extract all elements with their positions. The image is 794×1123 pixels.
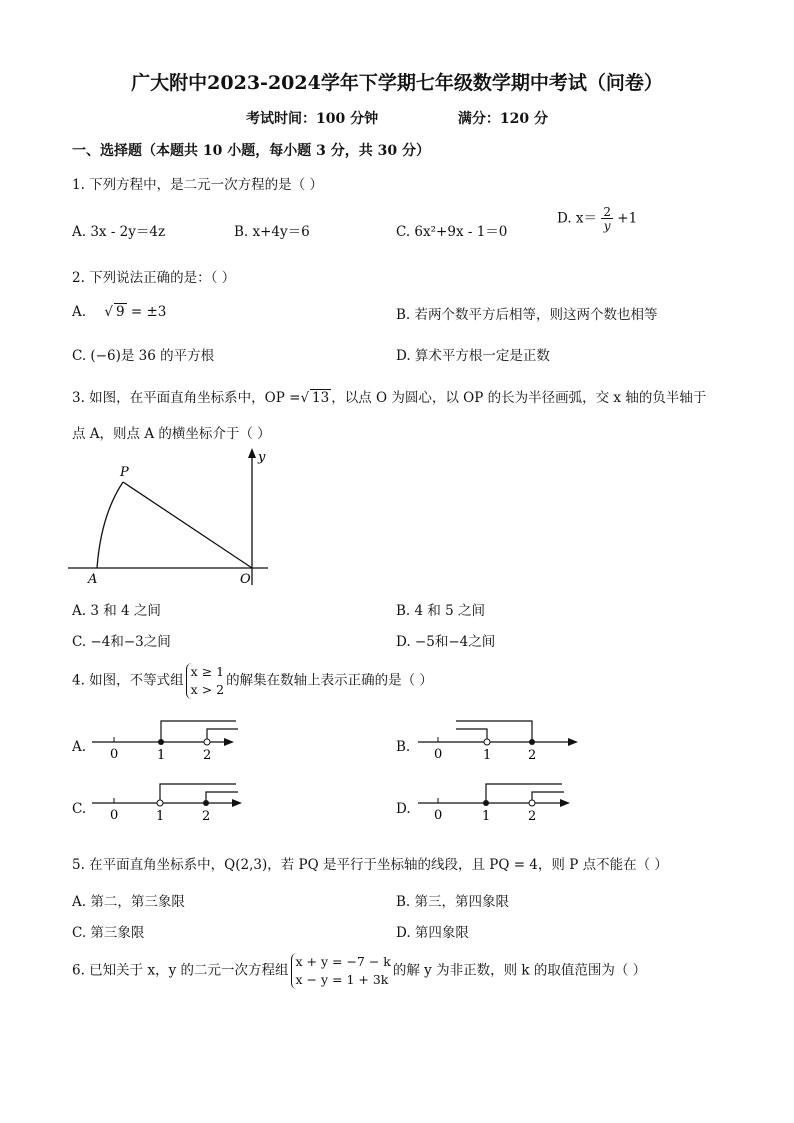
q4-label-b: B. <box>396 739 411 755</box>
q4-label-d: D. <box>396 801 411 817</box>
sqrt-symbol-icon: √ <box>300 390 310 406</box>
tick-0: 0 <box>434 808 443 823</box>
q2-option-d: D. 算术平方根一定是正数 <box>396 348 550 364</box>
q1-d-suffix: +1 <box>617 210 638 227</box>
label-y: y <box>258 450 266 465</box>
q3-stem-part1: 3. 如图，在平面直角坐标系中，OP = <box>72 390 301 406</box>
q2-option-c: C. (−6)是 36 的平方根 <box>72 348 215 364</box>
arc-pa <box>97 482 123 568</box>
tick-0: 0 <box>110 808 119 823</box>
tick-0: 0 <box>434 747 443 762</box>
q6-eq2: x − y = 1 + 3k <box>295 972 389 987</box>
q4-inequality-system <box>186 663 224 699</box>
q2-a-suffix: = ±3 <box>130 304 167 320</box>
q3-option-c: C. −4和−3之间 <box>72 634 171 650</box>
q3-stem-part2: ，以点 O 为圆心，以 OP 的长为半径画弧，交 x 轴的负半轴于 <box>331 390 707 406</box>
q3-option-b: B. 4 和 5 之间 <box>396 603 486 619</box>
q4-ineq2: x > 2 <box>190 682 225 697</box>
q4-stem <box>72 663 433 699</box>
label-a: A <box>88 572 98 587</box>
q3-stem-line1 <box>72 386 706 406</box>
tick-2: 2 <box>528 748 537 763</box>
q4-numberline-d <box>414 776 584 828</box>
hollow-dot <box>529 800 535 806</box>
arrow-right-icon <box>224 738 234 746</box>
tick-2: 2 <box>203 748 212 763</box>
tick-2: 2 <box>202 809 211 824</box>
q2-stem: 2. 下列说法正确的是：（ ） <box>72 270 236 286</box>
q3-option-a: A. 3 和 4 之间 <box>72 603 161 619</box>
exam-score: 满分：120 分 <box>457 111 548 127</box>
hollow-dot <box>204 739 210 745</box>
tick-1: 1 <box>482 809 491 824</box>
q4-label-c: C. <box>72 801 87 817</box>
tick-2: 2 <box>528 809 537 824</box>
q1-option-b: B. x+4y＝6 <box>234 224 310 240</box>
q1-d-fraction <box>601 206 613 232</box>
q6-stem-suffix: 的解 y 为非正数，则 k 的取值范围为（ ） <box>392 962 647 979</box>
tick-1: 1 <box>157 748 166 763</box>
q3-figure <box>68 445 278 590</box>
arrow-right-icon <box>232 799 242 807</box>
q5-stem: 5. 在平面直角坐标系中，Q(2,3)，若 PQ 是平行于坐标轴的线段，且 PQ = 4，则 P 点不能在（ ） <box>72 857 668 873</box>
q1-stem: 1. 下列方程中，是二元一次方程的是（ ） <box>72 177 323 193</box>
q1-option-d <box>557 206 637 232</box>
segment-op <box>123 482 252 568</box>
q5-option-c: C. 第三象限 <box>72 925 145 941</box>
q2-a-radicand: 9 <box>115 304 125 320</box>
arrow-right-icon <box>568 738 578 746</box>
q1-option-c: C. 6x²+9x - 1＝0 <box>396 224 508 240</box>
q4-label-a: A. <box>72 739 87 755</box>
q2-a-prefix: A. <box>72 304 87 320</box>
hollow-dot <box>484 739 490 745</box>
arrow-right-icon <box>560 799 570 807</box>
solid-dot <box>203 800 209 806</box>
q1-d-numerator: 2 <box>603 205 611 219</box>
q3-stem-line2: 点 A，则点 A 的横坐标介于（ ） <box>72 426 271 442</box>
q6-equation-system <box>291 953 391 989</box>
q6-stem <box>72 953 646 989</box>
q4-numberline-c <box>88 776 248 828</box>
q5-option-d: D. 第四象限 <box>396 925 469 941</box>
q4-stem-prefix: 4. 如图，不等式组 <box>72 672 184 689</box>
q2-option-a <box>72 303 166 320</box>
exam-time: 考试时间：100 分钟 <box>246 111 379 127</box>
q1-d-denominator: y <box>603 219 611 233</box>
solid-dot <box>529 739 535 745</box>
q2-option-b: B. 若两个数平方后相等，则这两个数也相等 <box>396 307 658 323</box>
label-o: O <box>240 572 251 587</box>
q4-ineq1: x ≥ 1 <box>190 664 225 679</box>
exam-title: 广大附中2023-2024学年下学期七年级数学期中考试（问卷） <box>131 72 663 94</box>
q3-radicand: 13 <box>312 390 330 406</box>
q6-eq1: x + y = −7 − k <box>295 954 391 969</box>
solid-dot <box>483 800 489 806</box>
sqrt-symbol-icon: √ <box>104 304 113 320</box>
q5-option-a: A. 第二，第三象限 <box>72 894 185 910</box>
q1-option-a: A. 3x - 2y＝4z <box>72 224 166 240</box>
section-heading: 一、选择题（本题共 10 小题，每小题 3 分，共 30 分） <box>72 143 430 159</box>
solid-dot <box>158 739 164 745</box>
q4-numberline-a <box>88 715 248 767</box>
q6-stem-prefix: 6. 已知关于 x，y 的二元一次方程组 <box>72 962 289 979</box>
exam-info <box>0 108 794 128</box>
label-p: P <box>120 465 129 480</box>
q4-numberline-b <box>414 715 584 767</box>
q4-stem-suffix: 的解集在数轴上表示正确的是（ ） <box>226 672 433 689</box>
hollow-dot <box>157 800 163 806</box>
q5-option-b: B. 第三，第四象限 <box>396 894 510 910</box>
q1-d-prefix: D. x＝ <box>557 210 598 227</box>
tick-0: 0 <box>110 747 119 762</box>
tick-1: 1 <box>156 809 165 824</box>
y-axis-arrow-icon <box>248 448 256 458</box>
q3-option-d: D. −5和−4之间 <box>396 634 496 650</box>
tick-1: 1 <box>483 748 492 763</box>
